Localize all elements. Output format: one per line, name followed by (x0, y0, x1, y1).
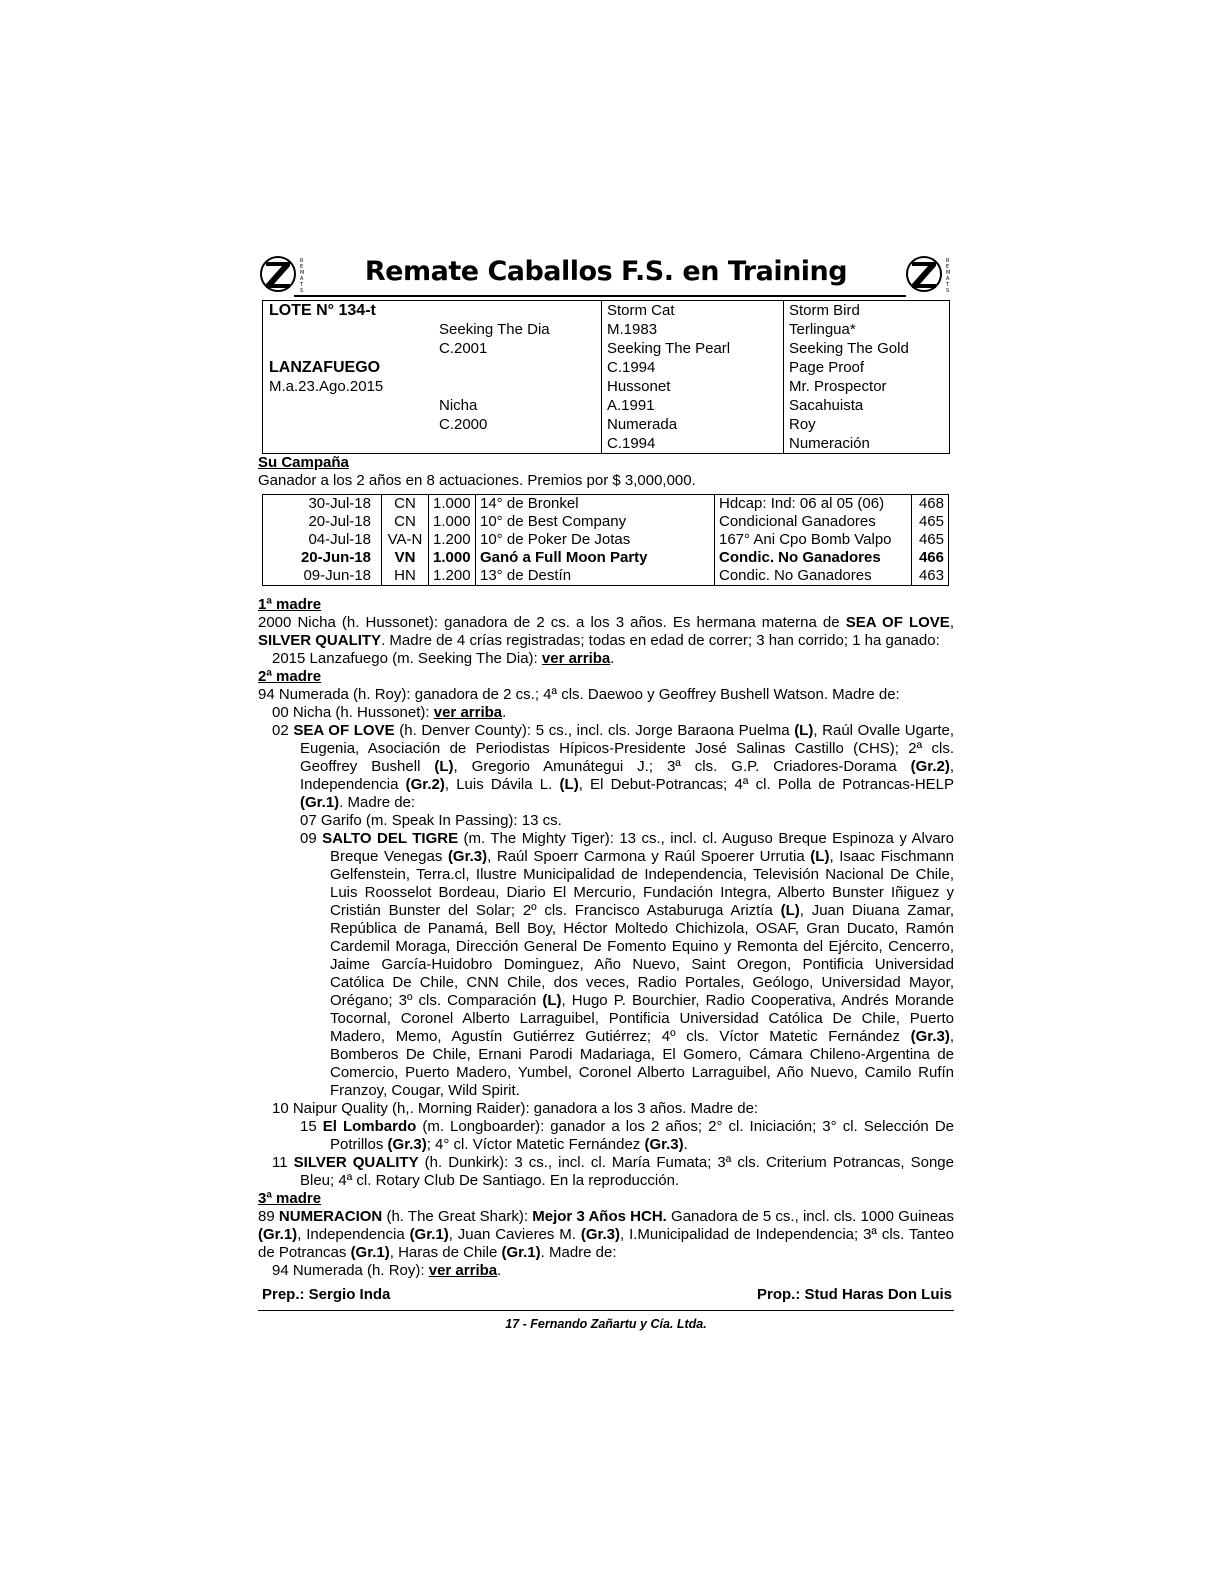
race-weight: 466 (912, 549, 949, 567)
page-footer: 17 - Fernando Zañartu y Cía. Ltda. (505, 1317, 707, 1331)
campaign-summary: Ganador a los 2 años en 8 actuaciones. Premios por $ 3,000,000. (258, 472, 696, 489)
race-track: CN (382, 513, 429, 531)
auction-logo (906, 254, 952, 294)
page-header (258, 252, 954, 298)
gen3-entry: C.1994 (607, 359, 656, 376)
pedigree-col-grandparents (607, 301, 730, 453)
svg-text:S: S (946, 288, 950, 294)
table-row (263, 513, 949, 531)
svg-text:R: R (300, 258, 304, 264)
race-weight: 468 (912, 495, 949, 514)
table-row (263, 531, 949, 549)
race-weight: 463 (912, 567, 949, 586)
race-date: 09-Jun-18 (263, 567, 382, 586)
second-dam-foal: 11 SILVER QUALITY (h. Dunkirk): 3 cs., incl. cl. María Fumata; 3ª cls. Criterium Potrancas, Songe Bleu; 4ª cl. Rotary Club De Santiago. En la reproducción. (272, 1154, 954, 1189)
svg-text:R: R (946, 258, 950, 264)
catalog-page (258, 252, 954, 1331)
second-dam-foal: 10 Naipur Quality (h,. Morning Raider): ganadora a los 3 años. Madre de: (272, 1100, 759, 1117)
gen4-entry: Storm Bird (789, 302, 860, 319)
svg-text:E: E (946, 264, 950, 270)
pedigree-box (262, 300, 950, 454)
table-row (263, 495, 949, 514)
race-distance: 1.200 (429, 531, 476, 549)
footer-divider (258, 1310, 954, 1311)
race-condition: 167° Ani Cpo Bomb Valpo (715, 531, 912, 549)
race-distance: 1.000 (429, 513, 476, 531)
header-divider (294, 295, 906, 297)
race-result: Ganó a Full Moon Party (476, 549, 715, 567)
svg-text:E: E (300, 264, 304, 270)
third-gen-foal: 07 Garifo (m. Speak In Passing): 13 cs. (300, 812, 562, 829)
race-weight: 465 (912, 513, 949, 531)
svg-text:A: A (300, 276, 304, 282)
gen4-entry: Sacahuista (789, 397, 864, 414)
pedigree-col-horse (269, 301, 383, 396)
second-dam-intro: 94 Numerada (h. Roy): ganadora de 2 cs.; 4ª cls. Daewoo y Geoffrey Bushell Watson. Madre de: (258, 686, 900, 703)
dam-info: C.2000 (439, 416, 488, 433)
race-condition: Condic. No Ganadores (715, 549, 912, 567)
campaign-heading: Su Campaña (258, 454, 349, 471)
third-dam-heading: 3ª madre (258, 1190, 322, 1207)
second-dam-foal: 00 Nicha (h. Hussonet): ver arriba. (272, 704, 507, 721)
race-distance: 1.000 (429, 495, 476, 514)
svg-text:M: M (300, 270, 305, 276)
gen3-entry: M.1983 (607, 321, 658, 338)
horse-info: M.a.23.Ago.2015 (269, 378, 384, 395)
gen3-entry: Seeking The Pearl (607, 340, 731, 357)
race-distance: 1.000 (429, 549, 476, 567)
page-title: Remate Caballos F.S. en Training (364, 256, 848, 287)
dam-name: Nicha (439, 397, 478, 414)
gen4-entry: Roy (789, 416, 816, 433)
gen3-entry: Numerada (607, 416, 678, 433)
race-result: 10° de Poker De Jotas (476, 531, 715, 549)
race-date: 20-Jun-18 (263, 549, 382, 567)
gen3-entry: Hussonet (607, 378, 671, 395)
svg-text:T: T (946, 282, 950, 288)
svg-text:T: T (300, 282, 304, 288)
pedigree-col-great-grandparents (789, 301, 909, 453)
gen3-entry: Storm Cat (607, 302, 675, 319)
pedigree-divider (783, 301, 784, 453)
second-dam-heading: 2ª madre (258, 668, 322, 685)
race-track: CN (382, 495, 429, 514)
first-dam-foal: 2015 Lanzafuego (m. Seeking The Dia): ver arriba. (272, 650, 615, 667)
first-dam-heading: 1ª madre (258, 596, 322, 613)
race-result: 10° de Best Company (476, 513, 715, 531)
svg-text:M: M (946, 270, 951, 276)
second-dam-foal: 02 SEA OF LOVE (h. Denver County): 5 cs., incl. cls. Jorge Baraona Puelma (L), Raúl Ovalle Ugarte, Eugenia, Asociación de Periodistas Hípicos-Presidente José Salinas Castillo (CHS); 2ª cls. Geoffrey Bushell (L), Gregorio Amunátegui J.; 3ª cls. G.P. Criadores-Dorama (Gr.2), Independencia (Gr.2), Luis Dávila L. (L), El Debut-Potrancas; 4ª cl. Polla de Potrancas-HELP (Gr.1). Madre de: (272, 722, 955, 811)
third-dam-foal: 94 Numerada (h. Roy): ver arriba. (272, 1262, 502, 1279)
sire-name: Seeking The Dia (439, 321, 550, 338)
gen3-entry: A.1991 (607, 397, 655, 414)
race-distance: 1.200 (429, 567, 476, 586)
pedigree-col-parents (439, 301, 550, 434)
third-gen-foal: 15 El Lombardo (m. Longboarder): ganador a los 2 años; 2° cl. Iniciación; 3° cl. Selección De Potrillos (Gr.3); 4° cl. Víctor Matetic Fernández (Gr.3). (300, 1118, 954, 1153)
third-gen-foal: 09 SALTO DEL TIGRE (m. The Mighty Tiger): 13 cs., incl. cl. Auguso Breque Espinoza y Alvaro Breque Venegas (Gr.3), Raúl Spoerr Carmona y Raúl Spoerer Urrutia (L), Isaac Fischmann Gelfenstein, Terra.cl, Ilustre Municipalidad de Independencia, Televisión Nacional De Chile, Luis Roosselot Bordeau, Diario El Mercurio, Fundación Integra, Alberto Bunster Iñiguez y Cristián Bunster del Solar; 2º cls. Francisco Astaburuga Ariztía (L), Juan Diuana Zamar, República de Panamá, Bell Boy, Héctor Moltedo Chichizola, OSAF, Gran Ducato, Ramón Cardemil Moraga, Dirección General De Fomento Equino y Remonta del Ejército, Cencerro, Jaime García-Huidobro Dominguez, Año Nuevo, Saint Oregon, Pontificia Universidad Católica De Chile, CNN Chile, dos veces, Radio Portales, Geólogo, Universidad Mayor, Orégano; 3º cls. Comparación (L), Hugo P. Bourchier, Radio Cooperativa, Andrés Morande Tocornal, Coronel Alberto Larraguibel, Pontificia Universidad Católica De Chile, Puerto Madero, Memo, Agustín Gutiérrez Gutiérrez; 4º cls. Víctor Matetic Fernández (Gr.3), Bomberos De Chile, Ernani Parodi Madariaga, El Gomero, Cámara Chileno-Argentina de Comercio, Puerto Madero, Yumbel, Coronel Alberto Larraguibel, Año Nuevo, Camilo Rufín Franzoy, Cougar, Wild Spirit. (300, 830, 955, 1099)
see-above-link[interactable]: ver arriba (541, 650, 611, 667)
gen4-entry: Page Proof (789, 359, 865, 376)
table-row (263, 567, 949, 586)
prep-label: Prep.: Sergio Inda (262, 1286, 391, 1303)
pedigree-divider (601, 301, 602, 453)
race-result: 14° de Bronkel (476, 495, 715, 514)
first-dam-paragraph: 2000 Nicha (h. Hussonet): ganadora de 2 cs. a los 3 años. Es hermana materna de SEA OF LOVE, SILVER QUALITY. Madre de 4 crías registradas; todas en edad de correr; 3 han corrido; 1 ha ganado: (258, 614, 954, 649)
horse-name: LANZAFUEGO (269, 359, 381, 376)
gen4-entry: Seeking The Gold (789, 340, 909, 357)
race-weight: 465 (912, 531, 949, 549)
race-track: HN (382, 567, 429, 586)
race-condition: Condicional Ganadores (715, 513, 912, 531)
race-date: 04-Jul-18 (263, 531, 382, 549)
svg-text:A: A (946, 276, 950, 282)
table-row-win (263, 549, 949, 567)
gen4-entry: Terlingua* (789, 321, 856, 338)
campaign-table (262, 494, 949, 586)
race-result: 13° de Destín (476, 567, 715, 586)
race-condition: Hdcap: Ind: 06 al 05 (06) (715, 495, 912, 514)
third-dam-paragraph: 89 NUMERACION (h. The Great Shark): Mejor 3 Años HCH. Ganadora de 5 cs., incl. cls. 1000 Guineas (Gr.1), Independencia (Gr.1), Juan Cavieres M. (Gr.3), I.Municipalidad de Independencia; 3ª cls. Tanteo de Potrancas (Gr.1), Haras de Chile (Gr.1). Madre de: (258, 1208, 955, 1261)
footer-credits (258, 1286, 954, 1308)
gen4-entry: Mr. Prospector (789, 378, 887, 395)
lot-number: LOTE N° 134-t (269, 302, 376, 319)
see-above-link[interactable]: ver arriba (433, 704, 503, 721)
race-date: 30-Jul-18 (263, 495, 382, 514)
sire-info: C.2001 (439, 340, 488, 357)
gen4-entry: Numeración (789, 435, 870, 452)
prop-label: Prop.: Stud Haras Don Luis (756, 1286, 952, 1303)
svg-text:S: S (300, 288, 304, 294)
see-above-link[interactable]: ver arriba (428, 1262, 498, 1279)
race-condition: Condic. No Ganadores (715, 567, 912, 586)
race-track: VN (382, 549, 429, 567)
race-date: 20-Jul-18 (263, 513, 382, 531)
race-track: VA-N (382, 531, 429, 549)
gen3-entry: C.1994 (607, 435, 656, 452)
